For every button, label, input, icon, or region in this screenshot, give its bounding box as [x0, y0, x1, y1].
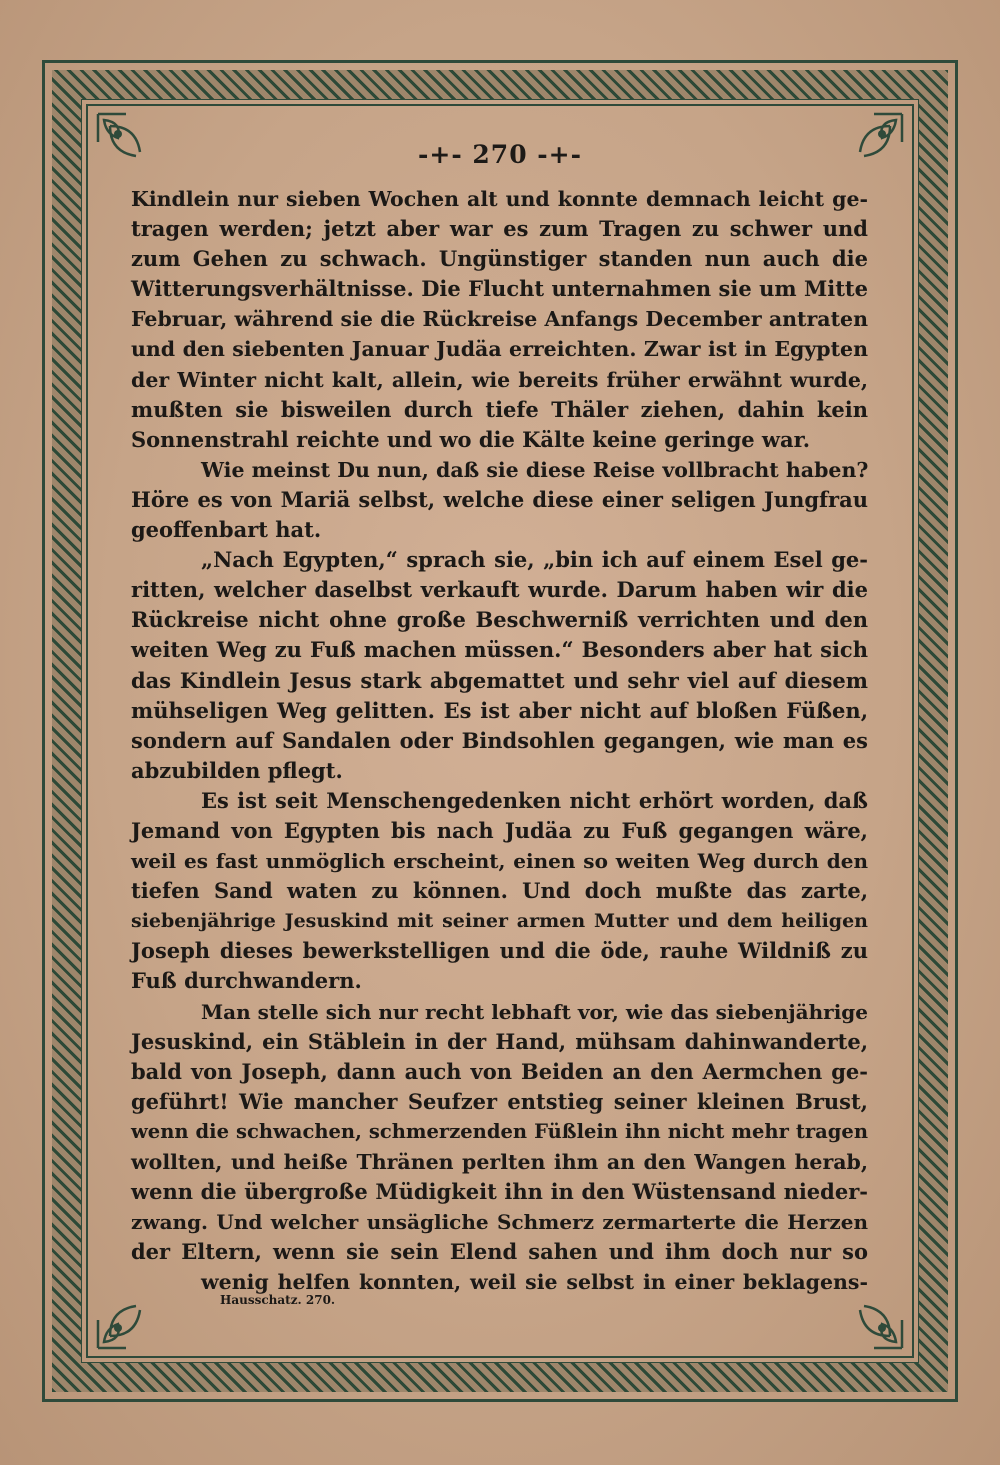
text-line: tiefen Sand waten zu können. Und doch mußte das zarte, — [131, 878, 868, 904]
text-line: bald von Joseph, dann auch von Beiden an den Aermchen ge- — [131, 1058, 868, 1084]
text-line: wenn die übergroße Müdigkeit ihn in den Wüstensand nieder- — [131, 1179, 868, 1205]
text-line: weil es fast unmöglich erscheint, einen so weiten Weg durch den — [131, 849, 868, 874]
body-text — [131, 184, 868, 1297]
text-line: ritten, welcher daselbst verkauft wurde. Darum haben wir die — [131, 577, 868, 603]
text-line: der Eltern, wenn sie sein Elend sahen und ihm doch nur so — [131, 1239, 868, 1265]
text-line: Rückreise nicht ohne große Beschwerniß verrichten und den — [131, 607, 868, 633]
text-line: Jemand von Egypten bis nach Judäa zu Fuß gegangen wäre, — [131, 817, 868, 843]
text-line: und den siebenten Januar Judäa erreichten. Zwar ist in Egypten — [131, 337, 868, 362]
text-line: Witterungsverhältnisse. Die Flucht unternahmen sie um Mitte — [131, 276, 868, 302]
text-line: sondern auf Sandalen oder Bindsohlen gegangen, wie man es — [131, 727, 868, 753]
text-line: Februar, während sie die Rückreise Anfangs December antraten — [131, 307, 868, 332]
text-line: tragen werden; jetzt aber war es zum Tragen zu schwer und — [131, 216, 868, 242]
text-line: abzubilden pflegt. — [131, 757, 343, 783]
text-line: das Kindlein Jesus stark abgemattet und sehr viel auf diesem — [131, 667, 868, 693]
text-line: der Winter nicht kalt, allein, wie bereits früher erwähnt wurde, — [131, 367, 868, 392]
text-line: geführt! Wie mancher Seufzer entstieg seiner kleinen Brust, — [131, 1088, 868, 1114]
text-line: Man stelle sich nur recht lebhaft vor, wie das siebenjährige — [201, 999, 868, 1024]
text-line: mühseligen Weg gelitten. Es ist aber nicht auf bloßen Füßen, — [131, 697, 868, 723]
text-line: Wie meinst Du nun, daß sie diese Reise vollbracht haben? — [201, 457, 869, 482]
text-line: wollten, und heiße Thränen perlten ihm an den Wangen herab, — [131, 1150, 868, 1174]
text-line: Jesuskind, ein Stäblein in der Hand, mühsam dahinwanderte, — [131, 1028, 868, 1054]
corner-ornament-icon — [850, 1296, 904, 1350]
text-line: mußten sie bisweilen durch tiefe Thäler ziehen, dahin kein — [131, 396, 868, 422]
text-line: „Nach Egypten,“ sprach sie, „bin ich auf einem Esel ge- — [201, 547, 868, 573]
text-line: siebenjährige Jesuskind mit seiner armen Mutter und dem heiligen — [131, 910, 868, 933]
text-line: Fuß durchwandern. — [131, 968, 362, 994]
text-line: geoffenbart hat. — [131, 517, 322, 543]
text-line: Kindlein nur sieben Wochen alt und konnte demnach leicht ge- — [131, 187, 868, 211]
printer-signature: Hausschatz. 270. — [220, 1293, 336, 1307]
text-line: zwang. Und welcher unsägliche Schmerz zermarterte die Herzen — [131, 1210, 868, 1235]
text-line: Höre es von Mariä selbst, welche diese einer seligen Jungfrau — [131, 486, 868, 512]
text-line: Sonnenstrahl reichte und wo die Kälte keine geringe war. — [131, 426, 811, 452]
corner-ornament-icon — [96, 1296, 150, 1350]
text-line: weiten Weg zu Fuß machen müssen.“ Besonders aber hat sich — [131, 637, 868, 663]
text-line: wenn die schwachen, schmerzenden Füßlein ihn nicht mehr tragen — [131, 1119, 868, 1143]
text-line: Joseph dieses bewerkstelligen und die öde, rauhe Wildniß zu — [131, 938, 868, 964]
text-line: zum Gehen zu schwach. Ungünstiger standen nun auch die — [131, 246, 868, 272]
text-line: Es ist seit Menschengedenken nicht erhört worden, daß — [201, 787, 868, 813]
text-line: wenig helfen konnten, weil sie selbst in einer beklagens- — [201, 1270, 868, 1295]
page-number: -+- 270 -+- — [418, 140, 582, 169]
